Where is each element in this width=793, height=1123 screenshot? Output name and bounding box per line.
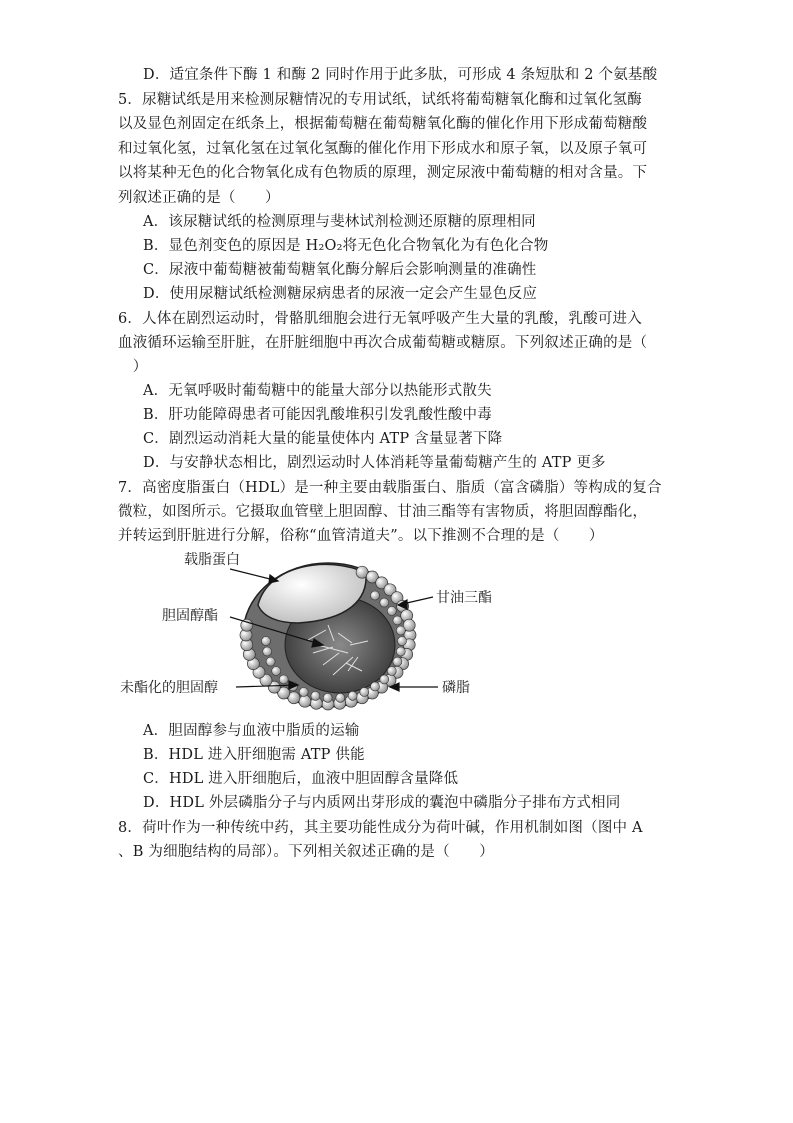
hdl-figure <box>118 545 518 715</box>
phospholipid-head-inner <box>323 693 332 702</box>
q5-stem-line-2: 以及显色剂固定在纸条上，根据葡萄糖在葡萄糖氧化酶的催化作用下形成葡萄糖酸 <box>118 116 648 132</box>
q4-option-d: D．适宜条件下酶 1 和酶 2 同时作用于此多肽，可形成 4 条短肽和 2 个氨基酸 <box>143 67 658 83</box>
q6-stem-line-2: 血液循环运输至肝脏，在肝脏细胞中再次合成葡萄糖或糖原。下列叙述正确的是（ <box>118 335 648 351</box>
phospholipid-head-inner <box>387 607 396 616</box>
q8-stem-line-1: 8．荷叶作为一种传统中药，其主要功能性成分为荷叶碱，作用机制如图（图中 A <box>118 820 643 836</box>
phospholipid-head-inner <box>387 667 396 676</box>
phospholipid-head-inner <box>348 691 357 700</box>
phospholipid-head-inner <box>371 682 380 691</box>
phospholipid-head-inner <box>263 647 272 656</box>
phospholipid-head-inner <box>272 667 281 676</box>
phospholipid-head-inner <box>311 691 320 700</box>
label-phospholipid: 磷脂 <box>442 680 470 696</box>
phospholipid-head-inner <box>279 675 288 684</box>
q8-stem-line-2: 、B 为细胞结构的局部）。下列相关叙述正确的是（ ） <box>118 844 494 860</box>
phospholipid-head-inner <box>396 626 405 635</box>
q6-stem-line-3: ） <box>118 359 148 375</box>
q7-option-a: A．胆固醇参与血液中脂质的运输 <box>143 723 360 739</box>
q7-stem-line-3: 并转运到肝脏进行分解，俗称“血管清道夫”。以下推测不合理的是（ ） <box>118 528 604 544</box>
q5-option-d: D．使用尿糖试纸检测糖尿病患者的尿液一定会产生显色反应 <box>143 286 538 302</box>
q6-option-a: A．无氧呼吸时葡萄糖中的能量大部分以热能形式散失 <box>143 383 492 399</box>
phospholipid-head-inner <box>398 637 407 646</box>
q7-option-c: C．HDL 进入肝细胞后，血液中胆固醇含量降低 <box>143 771 459 787</box>
q7-option-d: D．HDL 外层磷脂分子与内质网出芽形成的囊泡中磷脂分子排布方式相同 <box>143 795 621 811</box>
phospholipid-head-inner <box>266 657 275 666</box>
phospholipid-head-inner <box>393 616 402 625</box>
phospholipid-head-inner <box>396 647 405 656</box>
q6-option-b: B．肝功能障碍患者可能因乳酸堆积引发乳酸性酸中毒 <box>143 407 492 423</box>
q5-stem-line-4: 以将某种无色的化合物氧化成有色物质的原理，测定尿液中葡萄糖的相对含量。下 <box>118 165 648 181</box>
q5-option-c: C．尿液中葡萄糖被葡萄糖氧化酶分解后会影响测量的准确性 <box>143 262 537 278</box>
q7-stem-line-1: 7．高密度脂蛋白（HDL）是一种主要由载脂蛋白、脂质（富含磷脂）等构成的复合 <box>118 480 662 496</box>
label-cholesteryl-ester: 胆固醇酯 <box>162 608 218 624</box>
phospholipid-head-inner <box>360 688 369 697</box>
phospholipid-head-inner <box>371 591 380 600</box>
phospholipid-head <box>299 695 311 707</box>
phospholipid-head-inner <box>380 675 389 684</box>
phospholipid-head-inner <box>262 637 271 646</box>
q6-stem-line-1: 6．人体在剧烈运动时，骨骼肌细胞会进行无氧呼吸产生大量的乳酸，乳酸可进入 <box>118 311 642 327</box>
q5-stem-line-3: 和过氧化氢，过氧化氢在过氧化氢酶的催化作用下形成水和原子氧，以及原子氧可 <box>118 141 648 157</box>
phospholipid-head-inner <box>299 688 308 697</box>
q7-option-b: B．HDL 进入肝细胞需 ATP 供能 <box>143 747 365 763</box>
q5-option-b: B．显色剂变色的原因是 H₂O₂将无色化合物氧化为有色化合物 <box>143 238 549 254</box>
label-triglyceride: 甘油三酯 <box>436 590 492 606</box>
q7-stem-line-2: 微粒，如图所示。它摄取血管壁上胆固醇、甘油三酯等有害物质，将胆固醇酯化， <box>118 504 648 520</box>
q6-option-c: C．剧烈运动消耗大量的能量使体内 ATP 含量显著下降 <box>143 431 503 447</box>
phospholipid-head-inner <box>380 598 389 607</box>
phospholipid-head-inner <box>336 693 345 702</box>
phospholipid-head-inner <box>393 657 402 666</box>
q5-stem-line-1: 5．尿糖试纸是用来检测尿糖情况的专用试纸，试纸将葡萄糖氧化酶和过氧化氢酶 <box>118 92 642 108</box>
label-apolipoprotein: 载脂蛋白 <box>184 552 240 568</box>
q5-option-a: A．该尿糖试纸的检测原理与斐林试剂检测还原糖的原理相同 <box>143 214 536 230</box>
label-free-cholesterol: 未酯化的胆固醇 <box>120 680 218 696</box>
q6-option-d: D．与安静状态相比，剧烈运动时人体消耗等量葡萄糖产生的 ATP 更多 <box>143 455 606 471</box>
q5-stem-line-5: 列叙述正确的是（ ） <box>118 190 280 206</box>
